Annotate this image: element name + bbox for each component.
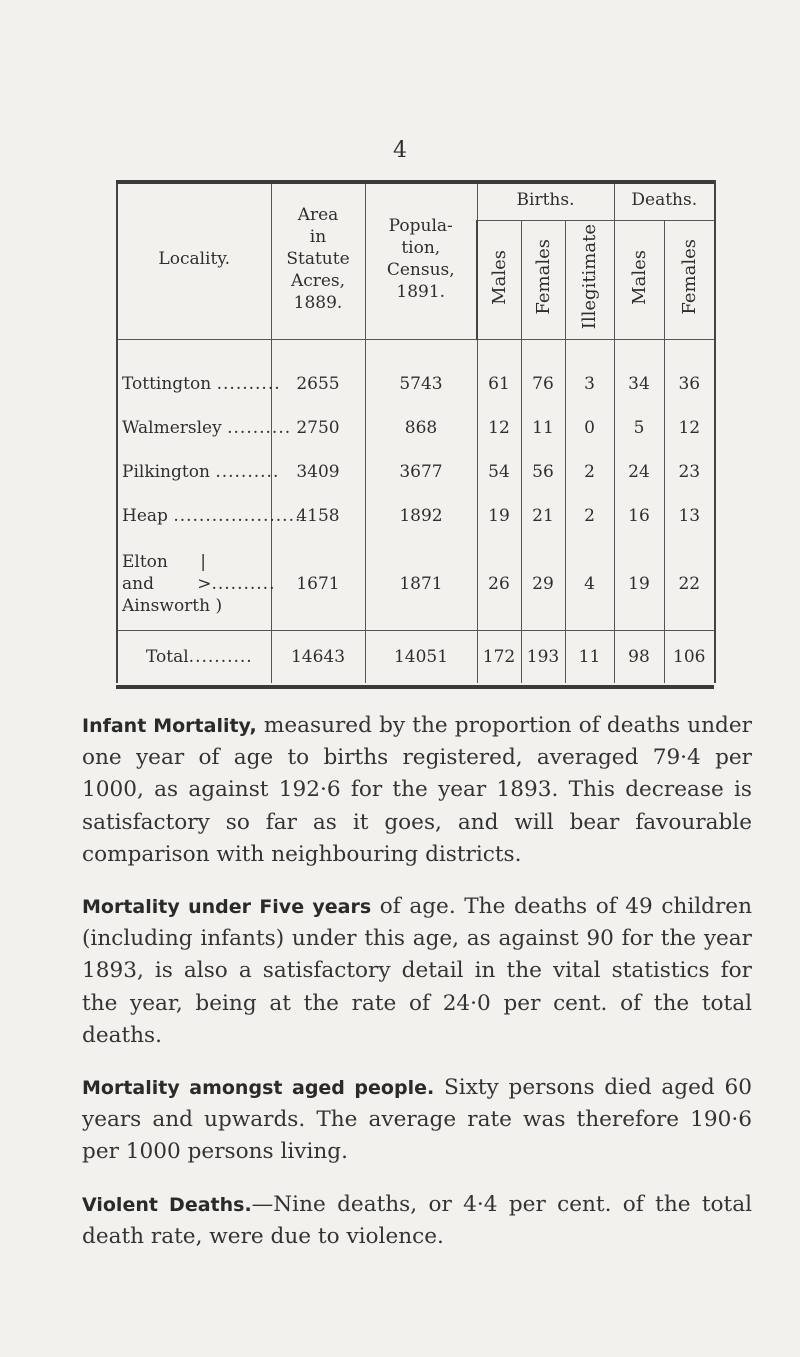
cell-d_females: 36 bbox=[664, 362, 715, 406]
table-row bbox=[117, 450, 715, 494]
header-deaths: Deaths. bbox=[614, 180, 715, 220]
cell-d_females: 13 bbox=[664, 494, 715, 538]
cell-locality: Heap .................... bbox=[117, 494, 271, 538]
header-births: Births. bbox=[477, 180, 614, 220]
cell-d_males: 16 bbox=[614, 494, 664, 538]
header-deaths-males: Males bbox=[614, 220, 664, 339]
cell-d_males: 19 bbox=[614, 538, 664, 631]
cell-total-b_males: 172 bbox=[477, 630, 521, 683]
header-births-illegitimate: Illegitimate bbox=[565, 220, 614, 339]
cell-b_illeg: 0 bbox=[565, 406, 614, 450]
cell-locality: Walmersley .......... bbox=[117, 406, 271, 450]
cell-d_females: 23 bbox=[664, 450, 715, 494]
table-row bbox=[117, 406, 715, 450]
cell-b_males: 12 bbox=[477, 406, 521, 450]
cell-b_females: 56 bbox=[521, 450, 565, 494]
cell-d_males: 24 bbox=[614, 450, 664, 494]
cell-b_illeg: 4 bbox=[565, 538, 614, 631]
paragraph-aged-people: Mortality amongst aged people. Sixty persons died aged 60 years and upwards. The average rate was therefore 190·6 per 1000 persons living. bbox=[82, 1075, 752, 1165]
table-total-row bbox=[117, 630, 715, 683]
cell-area: 1671 bbox=[271, 538, 365, 631]
cell-b_females: 29 bbox=[521, 538, 565, 631]
cell-b_females: 76 bbox=[521, 362, 565, 406]
table-row bbox=[117, 362, 715, 406]
cell-area: 4158 bbox=[271, 494, 365, 538]
cell-b_males: 26 bbox=[477, 538, 521, 631]
cell-area: 2750 bbox=[271, 406, 365, 450]
header-area: Area in Statute Acres, 1889. bbox=[271, 180, 365, 339]
cell-b_females: 11 bbox=[521, 406, 565, 450]
table-bottom-rule bbox=[116, 685, 714, 689]
table-row bbox=[117, 538, 715, 631]
cell-b_females: 21 bbox=[521, 494, 565, 538]
cell-b_males: 54 bbox=[477, 450, 521, 494]
cell-total-population: 14051 bbox=[365, 630, 477, 683]
cell-b_illeg: 2 bbox=[565, 450, 614, 494]
report-text bbox=[82, 710, 752, 1273]
cell-total-b_illeg: 11 bbox=[565, 630, 614, 683]
cell-b_males: 61 bbox=[477, 362, 521, 406]
cell-population: 1892 bbox=[365, 494, 477, 538]
cell-d_females: 12 bbox=[664, 406, 715, 450]
cell-total-d_males: 98 bbox=[614, 630, 664, 683]
cell-area: 3409 bbox=[271, 450, 365, 494]
header-births-males: Males bbox=[477, 220, 521, 339]
table-top-rule bbox=[116, 180, 714, 184]
cell-locality: Elton | and >.......... Ainsworth ) bbox=[117, 538, 271, 631]
cell-d_females: 22 bbox=[664, 538, 715, 631]
cell-population: 3677 bbox=[365, 450, 477, 494]
cell-population: 5743 bbox=[365, 362, 477, 406]
paragraph-under-five: Mortality under Five years of age. The deaths of 49 children (including infants) under this age, as against 90 for the year 1893, is also a satisfactory detail in the vital statistics for the year, being at the rate of 24·0 per cent. of the total deaths. bbox=[82, 894, 752, 1048]
cell-d_males: 5 bbox=[614, 406, 664, 450]
header-population: Popula- tion, Census, 1891. bbox=[365, 180, 477, 339]
cell-b_males: 19 bbox=[477, 494, 521, 538]
header-births-females: Females bbox=[521, 220, 565, 339]
cell-total-area: 14643 bbox=[271, 630, 365, 683]
cell-b_illeg: 2 bbox=[565, 494, 614, 538]
cell-total-d_females: 106 bbox=[664, 630, 715, 683]
cell-total-label: Total.......... bbox=[117, 630, 271, 683]
table-row bbox=[117, 494, 715, 538]
cell-population: 868 bbox=[365, 406, 477, 450]
cell-area: 2655 bbox=[271, 362, 365, 406]
paragraph-violent-deaths: Violent Deaths.—Nine deaths, or 4·4 per cent. of the total death rate, were due to violence. bbox=[82, 1191, 752, 1249]
cell-locality: Tottington .......... bbox=[117, 362, 271, 406]
cell-population: 1871 bbox=[365, 538, 477, 631]
page-number: 4 bbox=[393, 138, 407, 163]
header-locality: Locality. bbox=[117, 180, 271, 339]
mortality-table bbox=[116, 180, 714, 689]
cell-b_illeg: 3 bbox=[565, 362, 614, 406]
cell-total-b_females: 193 bbox=[521, 630, 565, 683]
cell-d_males: 34 bbox=[614, 362, 664, 406]
paragraph-infant-mortality: Infant Mortality, measured by the proportion of deaths under one year of age to births registered, averaged 79·4 per 1000, as against 192·6 for the year 1893. This decrease is satisfactory so far as it goes, and will bear favourable comparison with neighbouring districts. bbox=[82, 713, 752, 867]
header-deaths-females: Females bbox=[664, 220, 715, 339]
cell-locality: Pilkington .......... bbox=[117, 450, 271, 494]
